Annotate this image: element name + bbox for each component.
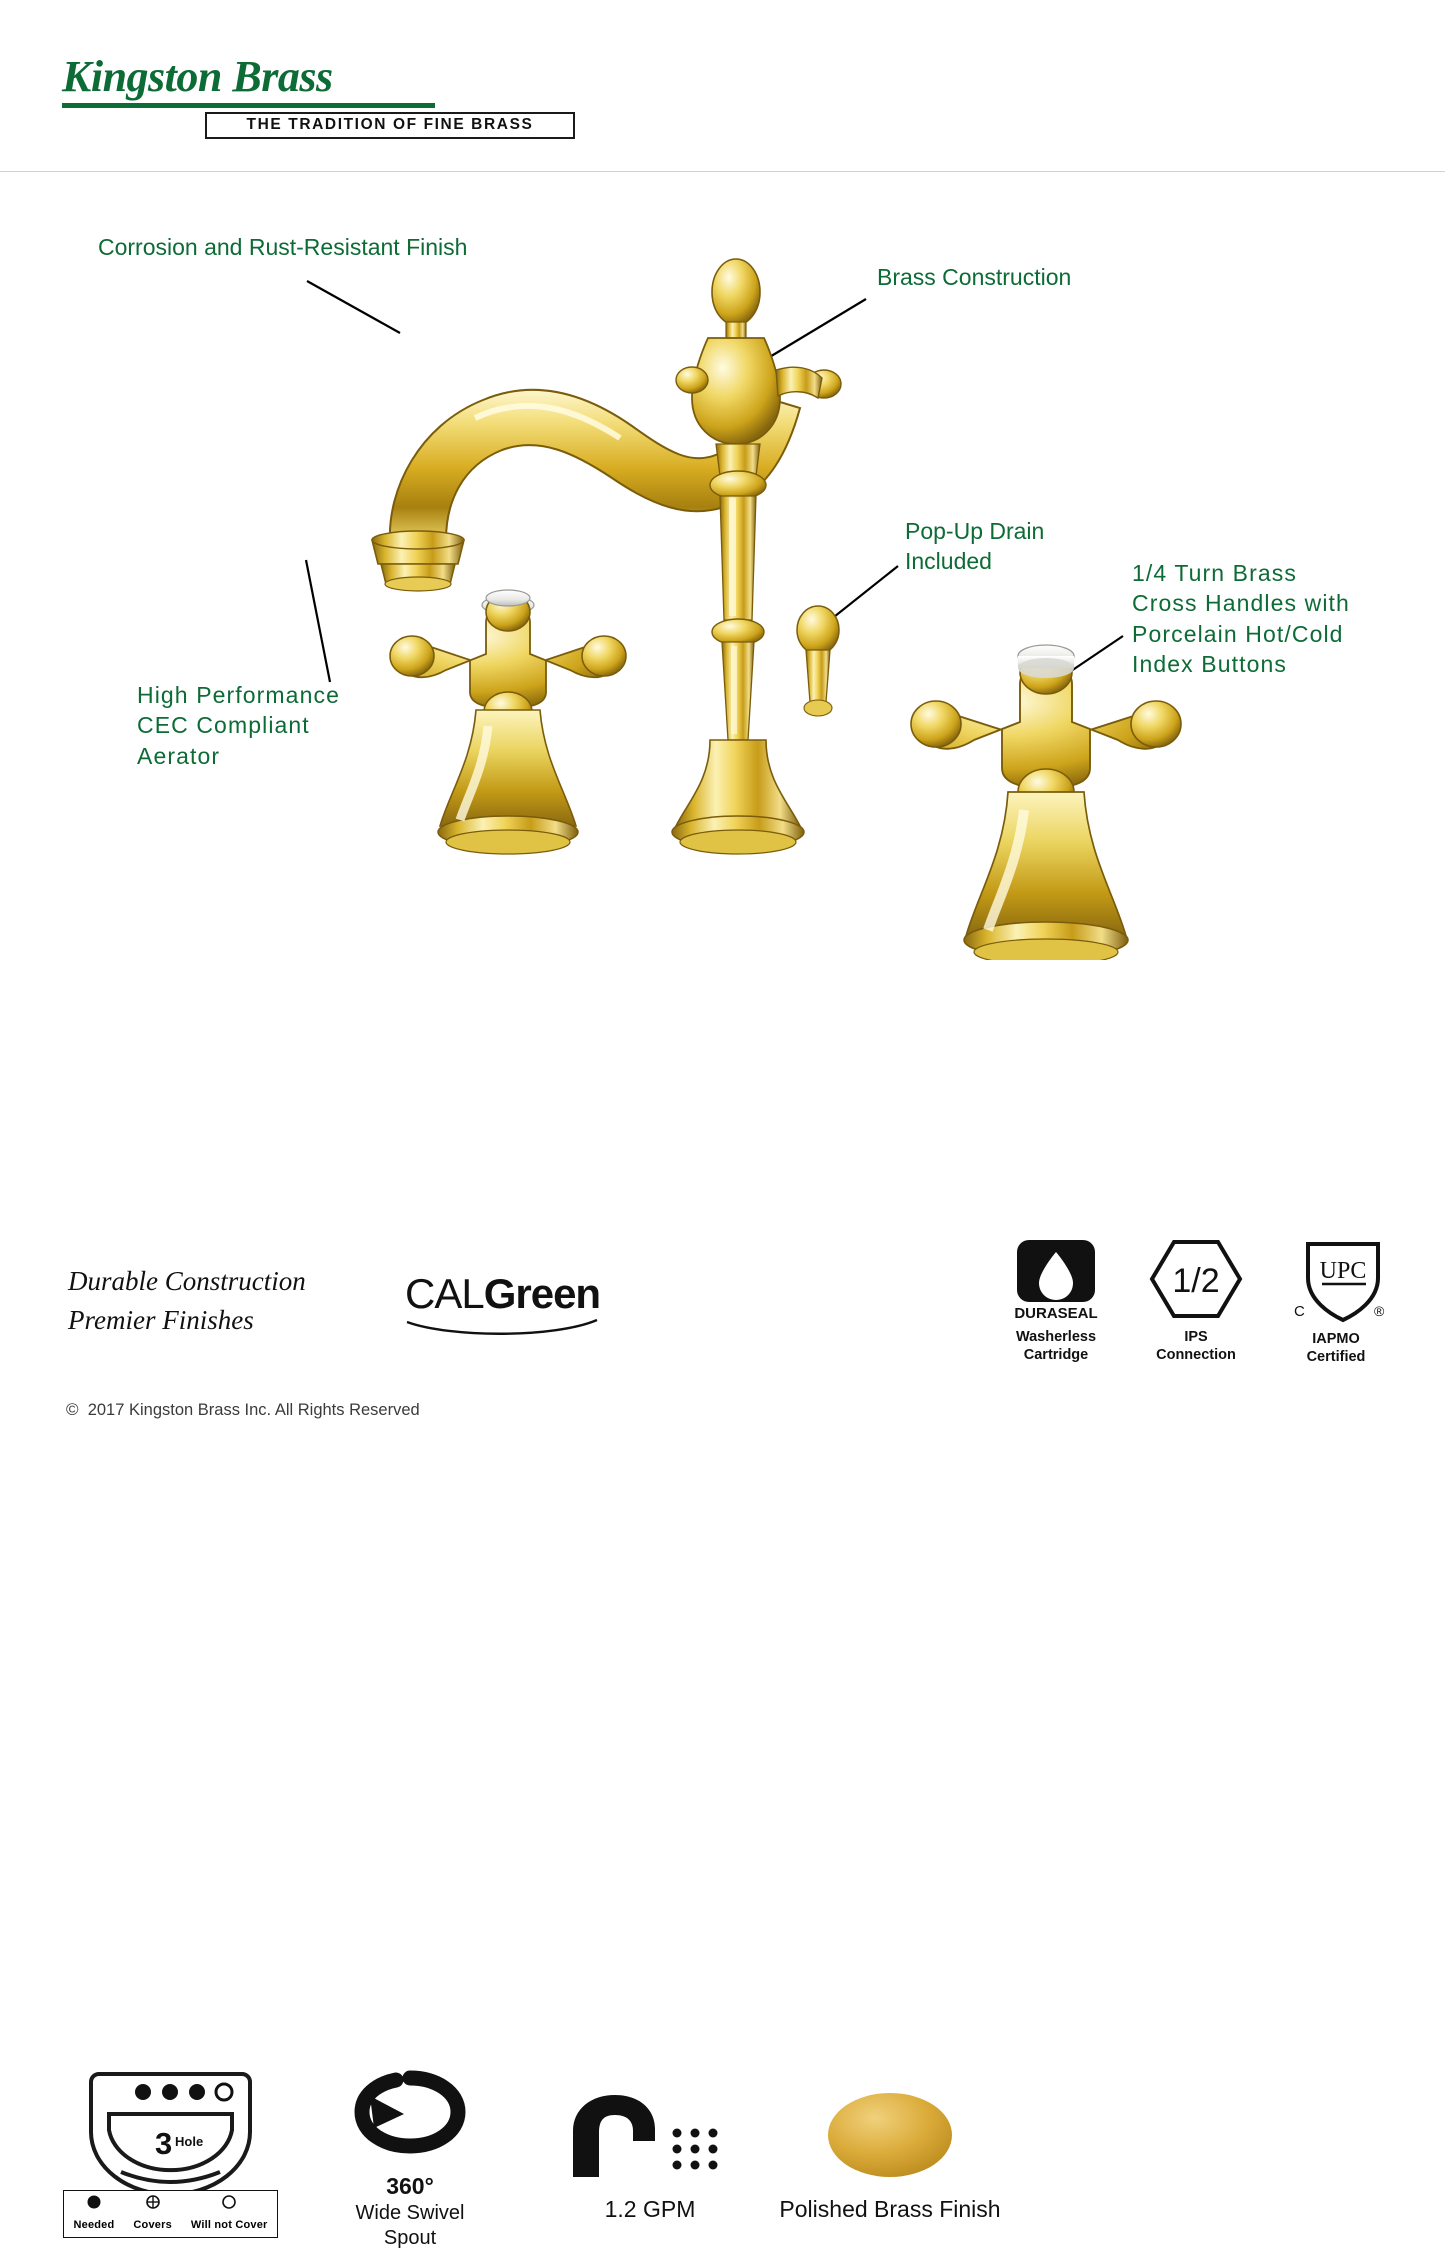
cert-duraseal xyxy=(1000,1238,1112,1408)
legend-will-not-cover xyxy=(191,2194,268,2234)
rotation-arrow-icon xyxy=(350,2070,470,2170)
water-drop-icon xyxy=(1011,1238,1101,1324)
sink-deck-icon xyxy=(63,2068,278,2208)
legend-covers-label: Covers xyxy=(133,2218,172,2231)
swivel-caption-line1: Wide Swivel xyxy=(355,2202,465,2224)
hole-legend xyxy=(63,2190,278,2238)
upc-shield-icon xyxy=(1286,1238,1386,1326)
tagline-line1: Durable Construction xyxy=(68,1266,306,1296)
crosshair-circle-icon xyxy=(145,2194,161,2210)
ips-size: 1/2 xyxy=(1172,1262,1220,1300)
calgreen-swoosh-icon xyxy=(405,1316,605,1338)
brand-tagline: THE TRADITION OF FINE BRASS xyxy=(205,112,575,139)
cert-upc xyxy=(1280,1238,1392,1408)
calgreen-wordmark xyxy=(405,1270,645,1318)
flow-rate-label: 1.2 GPM xyxy=(604,2196,696,2222)
ips-caption xyxy=(1140,1328,1252,1364)
popup-drain-lift-rod xyxy=(797,606,839,716)
filled-circle-icon xyxy=(86,2194,102,2210)
callout-handles-line1: 1/4 Turn Brass xyxy=(1132,560,1297,586)
duraseal-cap1: Washerless xyxy=(1015,1329,1097,1345)
cross-handle-right xyxy=(911,645,1181,960)
legend-covers xyxy=(133,2194,172,2234)
callout-aerator-line3: Aerator xyxy=(137,742,221,769)
callout-handles-line4: Index Buttons xyxy=(1132,651,1287,678)
finish-label: Polished Brass Finish xyxy=(779,2196,1001,2222)
copyright-symbol: © xyxy=(66,1400,79,1419)
callout-corrosion-line1: Corrosion and Rust-Resistant Finish xyxy=(98,234,468,260)
callout-handles-line2: Cross Handles with xyxy=(1132,590,1350,617)
swivel-degree-symbol: ° xyxy=(424,2173,434,2199)
callout-aerator-line2: CEC Compliant xyxy=(137,712,310,739)
faucet-illustration xyxy=(240,240,1200,960)
durability-tagline xyxy=(68,1262,306,1340)
swivel-degrees: 360 xyxy=(386,2173,425,2199)
callout-handles-line3: Porcelain Hot/Cold xyxy=(1132,620,1344,647)
ips-cap2: Connection xyxy=(1156,1347,1236,1364)
calgreen-logo xyxy=(405,1270,645,1350)
legend-needed-label: Needed xyxy=(73,2218,115,2231)
swivel-icon-group xyxy=(330,2070,490,2250)
upc-cap1: IAPMO xyxy=(1312,1331,1360,1347)
callout-popup-line1: Pop-Up Drain xyxy=(905,518,1045,544)
upc-r-mark: ® xyxy=(1374,1303,1385,1319)
callout-brass-line1: Brass Construction xyxy=(877,264,1072,290)
copyright-text: 2017 Kingston Brass Inc. All Rights Reserved xyxy=(87,1401,420,1419)
swivel-caption-line2: Spout xyxy=(383,2227,437,2249)
callout-popup-line2: Included xyxy=(905,548,992,575)
upc-mark: UPC xyxy=(1319,1258,1367,1284)
tagline-line2: Premier Finishes xyxy=(68,1305,254,1336)
hole-count-unit: Hole xyxy=(175,2134,204,2149)
upc-caption xyxy=(1280,1330,1392,1366)
duraseal-caption xyxy=(1000,1328,1112,1364)
hole-count-value: 3 xyxy=(155,2126,173,2161)
callout-aerator-line1: High Performance xyxy=(137,682,340,708)
duraseal-cap2: Cartridge xyxy=(1023,1347,1089,1364)
duraseal-title: DURASEAL xyxy=(1014,1305,1098,1322)
swivel-caption xyxy=(330,2201,490,2251)
legend-needed xyxy=(73,2194,114,2234)
certification-badges xyxy=(1000,1238,1400,1408)
upc-c-mark: C xyxy=(1294,1303,1305,1320)
brand-name: Kingston Brass xyxy=(62,52,333,101)
calgreen-green: Green xyxy=(483,1270,601,1317)
ips-cap1: IPS xyxy=(1184,1329,1208,1345)
flow-rate-group xyxy=(540,2085,760,2255)
upc-cap2: Certified xyxy=(1306,1349,1366,1366)
finish-swatch-icon xyxy=(815,2085,965,2185)
cert-ips xyxy=(1140,1238,1252,1408)
cross-handle-left xyxy=(390,590,626,854)
faucet-body-center xyxy=(672,259,841,854)
hexagon-icon xyxy=(1148,1238,1244,1324)
finish-swatch-group xyxy=(760,2085,1020,2255)
calgreen-cal: CAL xyxy=(405,1270,484,1317)
empty-circle-icon xyxy=(221,2194,237,2210)
legend-willnot-label: Will not Cover xyxy=(190,2218,268,2231)
copyright xyxy=(66,1400,420,1420)
spout-flow-icon xyxy=(555,2085,745,2185)
